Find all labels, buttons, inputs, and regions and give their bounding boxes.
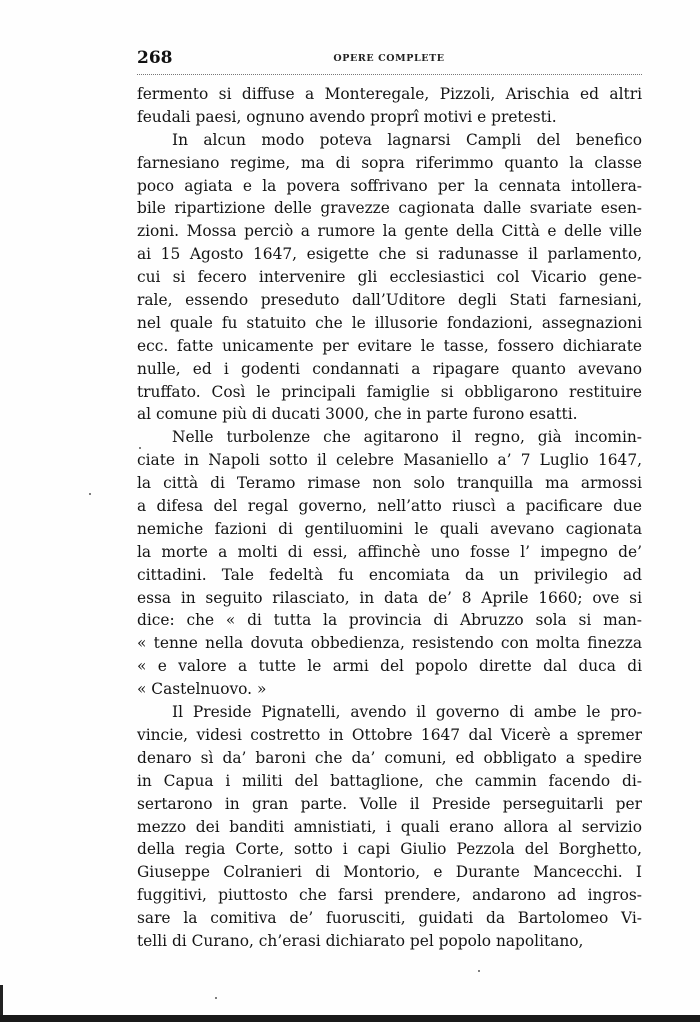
text-line: sertarono in gran parte. Volle il Preside perseguitarli per	[137, 794, 642, 813]
paragraph	[137, 83, 642, 129]
text-line: ecc. fatte unicamente per evitare le tasse, fossero dichiarate	[137, 336, 642, 355]
text-line: In alcun modo poteva lagnarsi Campli del benefico	[172, 130, 642, 149]
text-line: sare la comitiva de’ fuorusciti, guidati da Bartolomeo Vi-	[137, 909, 642, 928]
text-line: vincie, videsi costretto in Ottobre 1647 dal Vicerè a spremer	[137, 725, 642, 744]
paragraph	[137, 426, 642, 701]
text-line: feudali paesi, ognuno avendo proprî motivi e pretesti.	[137, 107, 557, 126]
text-line: fermento si diffuse a Monteregale, Pizzoli, Arischia ed altri	[137, 85, 642, 103]
paragraph	[137, 129, 642, 427]
scan-speck	[89, 493, 91, 495]
text-line: mezzo dei banditi amnistiati, i quali erano allora al servizio	[137, 817, 642, 836]
body-text	[137, 83, 642, 953]
text-line: bile ripartizione delle gravezze cagionata dalle svariate esen-	[137, 199, 642, 218]
page-number: 268	[137, 48, 173, 68]
text-line: denaro sì da’ baroni che da’ comuni, ed obbligato a spedire	[137, 748, 642, 767]
text-line: Giuseppe Colranieri di Montorio, e Durante Mancecchi. I	[137, 863, 642, 882]
text-line: Il Preside Pignatelli, avendo il governo di ambe le pro-	[172, 703, 642, 722]
scan-speck	[139, 447, 141, 449]
text-line: al comune più di ducati 3000, che in parte furono esatti.	[137, 405, 578, 424]
text-line: zioni. Mossa perciò a rumore la gente della Città e delle ville	[137, 222, 642, 241]
text-line: telli di Curano, ch’erasi dichiarato pel popolo napolitano,	[137, 931, 584, 950]
text-line: nel quale fu statuito che le illusorie fondazioni, assegnazioni	[137, 313, 642, 332]
text-line: della regia Corte, sotto i capi Giulio Pezzola del Borghetto,	[137, 840, 642, 859]
text-line: cittadini. Tale fedeltà fu encomiata da un privilegio ad	[137, 565, 642, 584]
text-line: a difesa del regal governo, nell’atto riuscì a pacificare due	[137, 497, 642, 516]
text-line: ciate in Napoli sotto il celebre Masaniello a’ 7 Luglio 1647,	[137, 451, 642, 470]
text-line: truffato. Così le principali famiglie si obbligarono restituire	[137, 382, 642, 401]
text-line: la morte a molti di essi, affinchè uno fosse l’ impegno de’	[137, 542, 642, 561]
text-line: nemiche fazioni di gentiluomini le quali avevano cagionata	[137, 519, 642, 538]
text-line: « tenne nella dovuta obbedienza, resistendo con molta finezza	[137, 634, 642, 653]
text-line: Nelle turbolenze che agitarono il regno, già incomin-	[172, 428, 642, 447]
text-line: essa in seguito rilasciato, in data de’ 8 Aprile 1660; ove si	[137, 588, 642, 607]
paragraph	[137, 701, 642, 953]
text-line: « e valore a tutte le armi del popolo dirette dal duca di	[137, 657, 642, 676]
text-line: poco agiata e la povera soffrivano per la cennata intollera-	[137, 176, 642, 195]
page-header	[137, 48, 641, 72]
text-line: cui si fecero intervenire gli ecclesiastici col Vicario gene-	[137, 268, 642, 287]
scan-speck	[478, 970, 480, 972]
text-line: in Capua i militi del battaglione, che cammin facendo di-	[137, 771, 642, 790]
text-line: farnesiano regime, ma di sopra riferimmo quanto la classe	[137, 153, 642, 172]
running-title: OPERE COMPLETE	[333, 53, 445, 64]
text-line: nulle, ed i godenti condannati a ripagare quanto avevano	[137, 359, 642, 378]
text-line: la città di Teramo rimase non solo tranquilla ma armossi	[137, 474, 642, 493]
text-line: ai 15 Agosto 1647, esigette che si radunasse il parlamento,	[137, 245, 642, 264]
text-line: « Castelnuovo. »	[137, 680, 267, 699]
text-line: dice: che « di tutta la provincia di Abruzzo sola si man-	[137, 611, 642, 630]
text-line: rale, essendo preseduto dall’Uditore degli Stati farnesiani,	[137, 291, 642, 310]
header-dotted-rule	[137, 74, 642, 75]
scan-speck	[215, 997, 217, 999]
scan-edge-bottom	[0, 1015, 700, 1022]
text-line: fuggitivi, piuttosto che farsi prendere, andarono ad ingros-	[137, 886, 642, 905]
